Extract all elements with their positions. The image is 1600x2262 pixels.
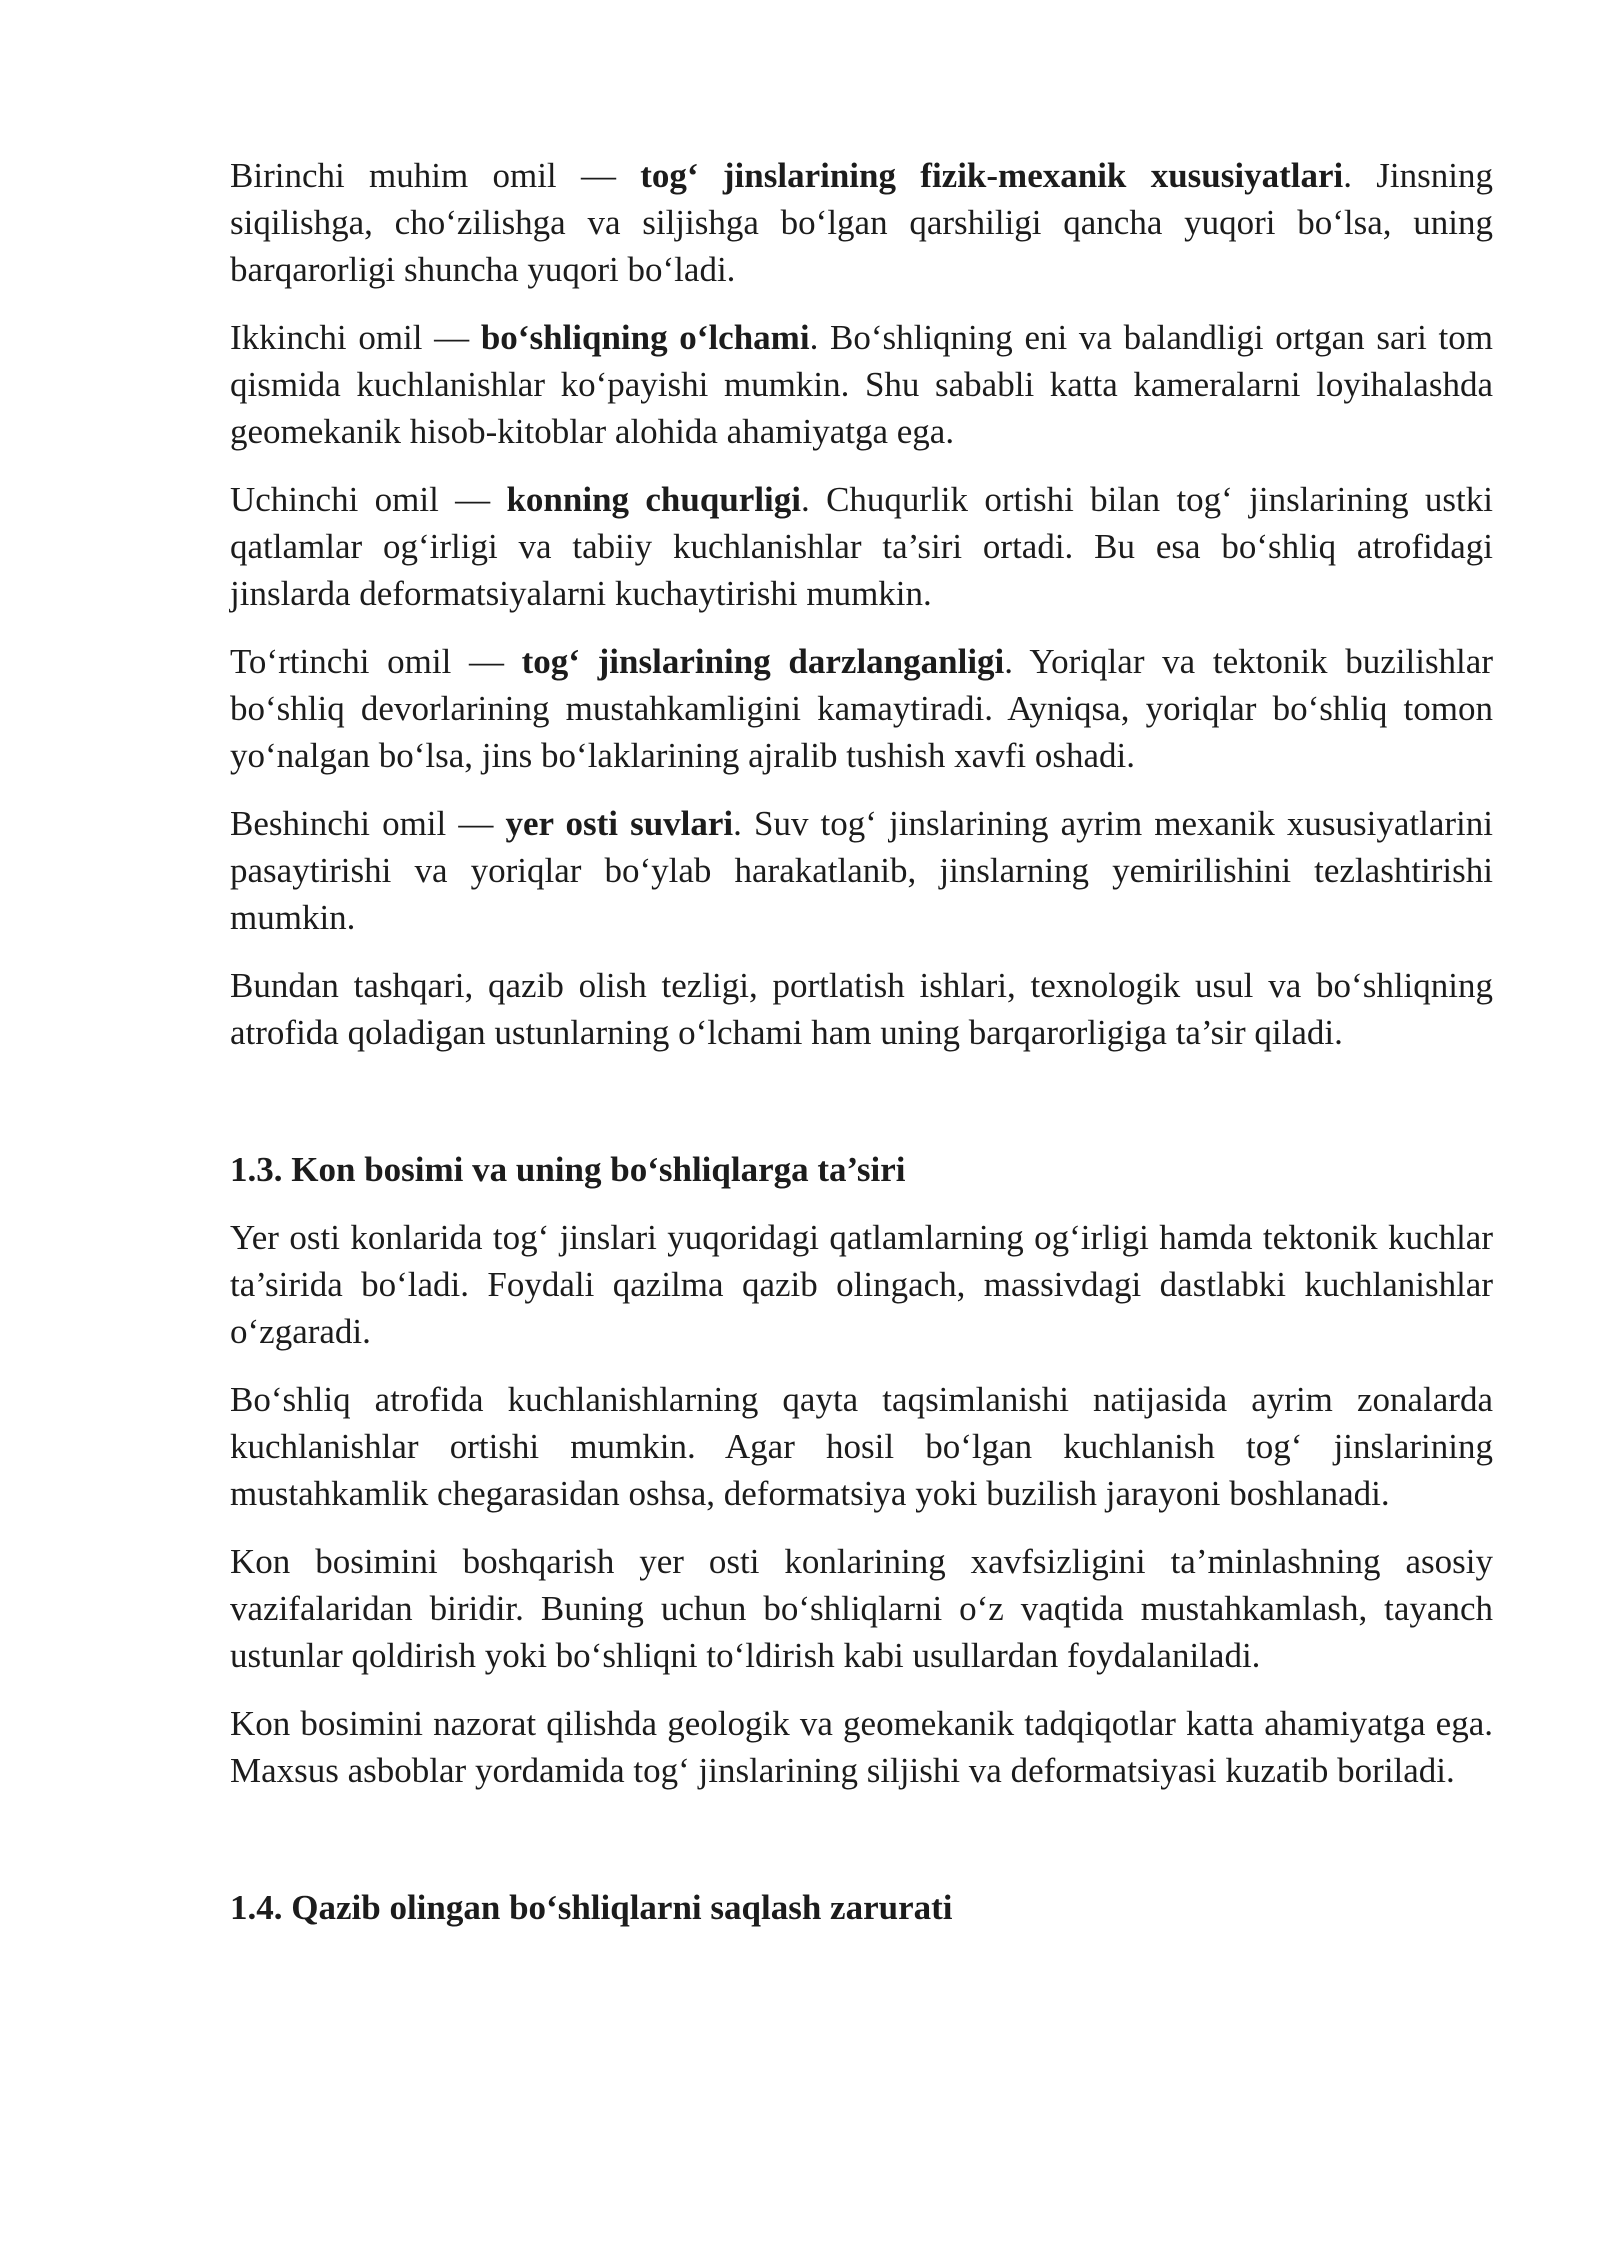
paragraph-lead: Ikkinchi omil — bbox=[230, 318, 481, 357]
paragraph-factor-1 bbox=[230, 152, 1493, 293]
paragraph-1-3-d: Kon bosimini nazorat qilishda geologik va geomekanik tadqiqotlar katta ahamiyatga ega. Maxsus asboblar yordamida tog‘ jinslarining siljishi va deformatsiyasi kuzatib boriladi. bbox=[230, 1704, 1493, 1790]
paragraph-bold-term: tog‘ jinslarining fizik-mexanik xususiyatlari bbox=[640, 156, 1344, 195]
paragraph-factor-3 bbox=[230, 476, 1493, 617]
paragraph-bold-term: tog‘ jinslarining darzlanganligi bbox=[521, 642, 1005, 681]
paragraph-bold-term: konning chuqurligi bbox=[506, 480, 801, 519]
paragraph-1-3-c: Kon bosimini boshqarish yer osti konlarining xavfsizligini ta’minlashning asosiy vazifalaridan biridir. Buning uchun bo‘shliqlarni o‘z vaqtida mustahkamlash, tayanch ustunlar qoldirish yoki bo‘shliqni to‘ldirish kabi usullardan foydalaniladi. bbox=[230, 1542, 1493, 1675]
paragraph-body: . Bo‘shliqning eni va balandligi ortgan sari tom qismida kuchlanishlar ko‘payishi mumkin. Shu sababli katta kameralarni loyihalashda geomekanik hisob-kitoblar alohida ahamiyatga ega. bbox=[230, 318, 1493, 451]
paragraph-lead: To‘rtinchi omil — bbox=[230, 642, 522, 681]
paragraph-body: . Chuqurlik ortishi bilan tog‘ jinslarining ustki qatlamlar og‘irligi va tabiiy kuchlanishlar ta’siri ortadi. Bu esa bo‘shliq atrofidagi jinslarda deformatsiyalarni kuchaytirishi mumkin. bbox=[230, 480, 1493, 613]
paragraph-factor-4 bbox=[230, 638, 1493, 779]
paragraph-factor-2 bbox=[230, 314, 1493, 455]
section-heading-1-3: 1.3. Kon bosimi va uning bo‘shliqlarga ta’siri bbox=[230, 1150, 906, 1189]
paragraph-lead: Uchinchi omil — bbox=[230, 480, 507, 519]
paragraph-body: . Yoriqlar va tektonik buzilishlar bo‘shliq devorlarining mustahkamligini kamaytiradi. Ayniqsa, yoriqlar bo‘shliq tomon yo‘nalgan bo‘lsa, jins bo‘laklarining ajralib tushish xavfi oshadi. bbox=[230, 642, 1493, 775]
paragraph-body: . Suv tog‘ jinslarining ayrim mexanik xususiyatlarini pasaytirishi va yoriqlar bo‘ylab harakatlanib, jinslarning yemirilishini tezlashtirishi mumkin. bbox=[230, 804, 1493, 937]
document-page bbox=[230, 152, 1493, 1952]
paragraph-1-3-b: Bo‘shliq atrofida kuchlanishlarning qayta taqsimlanishi natijasida ayrim zonalarda kuchlanishlar ortishi mumkin. Agar hosil bo‘lgan kuchlanish tog‘ jinslarining mustahkamlik chegarasidan oshsa, deformatsiya yoki buzilish jarayoni boshlanadi. bbox=[230, 1380, 1493, 1513]
paragraph-bold-term: yer osti suvlari bbox=[505, 804, 734, 843]
section-heading-1-4: 1.4. Qazib olingan bo‘shliqlarni saqlash zarurati bbox=[230, 1888, 953, 1927]
paragraph-additional-factors: Bundan tashqari, qazib olish tezligi, portlatish ishlari, texnologik usul va bo‘shliqning atrofida qoladigan ustunlarning o‘lchami ham uning barqarorligiga ta’sir qiladi. bbox=[230, 966, 1493, 1052]
paragraph-bold-term: bo‘shliqning o‘lchami bbox=[480, 318, 810, 357]
paragraph-lead: Birinchi muhim omil — bbox=[230, 156, 641, 195]
paragraph-lead: Beshinchi omil — bbox=[230, 804, 506, 843]
paragraph-body: . Jinsning siqilishga, cho‘zilishga va siljishga bo‘lgan qarshiligi qancha yuqori bo‘lsa, uning barqarorligi shuncha yuqori bo‘ladi. bbox=[230, 156, 1493, 289]
paragraph-1-3-a: Yer osti konlarida tog‘ jinslari yuqoridagi qatlamlarning og‘irligi hamda tektonik kuchlar ta’sirida bo‘ladi. Foydali qazilma qazib olingach, massivdagi dastlabki kuchlanishlar o‘zgaradi. bbox=[230, 1218, 1493, 1351]
paragraph-factor-5 bbox=[230, 800, 1493, 941]
